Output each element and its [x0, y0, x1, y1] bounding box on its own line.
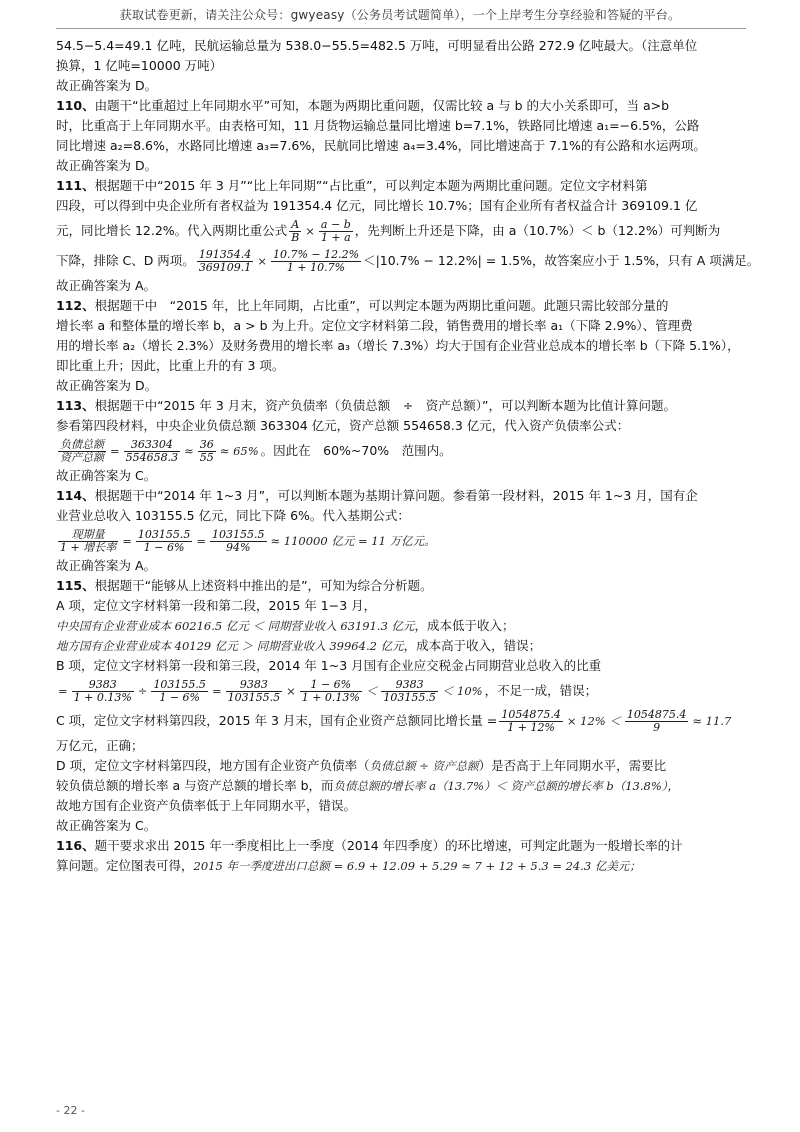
answer-explanations	[56, 36, 760, 876]
text-line: 根据题干中“2015 年 3 月”“比上年同期”“占比重”，可以判定本题为两期比重问题。定位文字材料第	[94, 178, 648, 193]
text-line: 万亿元，正确；	[56, 738, 144, 753]
inline-formula: 负债总额 ÷ 资产总额	[369, 759, 479, 773]
text-line: 根据题干中 “2015 年，比上年同期，占比重”，可以判定本题为两期比重问题。此题只需比较部分量的	[94, 298, 669, 313]
denominator: 1 + 0.13%	[301, 690, 360, 704]
question-116	[56, 836, 746, 856]
text-line: 同比增速 a₂=8.6%，水路同比增速 a₃=7.6%，民航同比增速 a₄=3.4%，同比增速高于 7.1%的有公路和水运两项。	[56, 138, 706, 153]
text-line: 换算，1 亿吨=10000 万吨）	[56, 58, 223, 73]
text-line: 由题干“比重超过上年同期水平”可知，本题为两期比重问题，仅需比较 a 与 b 的大小关系即可，当 a>b	[94, 98, 670, 113]
operator: ×	[257, 254, 267, 268]
fraction	[198, 439, 216, 464]
question-number: 113、	[56, 398, 95, 413]
operator: ＜	[365, 684, 378, 698]
text-line: 根据题干中“2015 年 3 月末，资产负债率（负债总额 ÷ 资产总额）”，可以判断本题为比值计算问题。	[94, 398, 676, 413]
fraction	[210, 529, 267, 554]
operator: × 12% ＜	[566, 714, 621, 728]
question-113	[56, 396, 746, 416]
denominator: 资产总额	[60, 450, 104, 464]
fraction	[625, 709, 689, 734]
fraction	[289, 219, 301, 244]
fraction	[72, 679, 134, 704]
text-fragment: ，先判断上升还是下降，由 a（10.7%）＜ b（12.2%）可判断为	[354, 223, 721, 238]
header-divider	[56, 28, 746, 29]
question-110	[56, 96, 746, 116]
formula-result: ≈ 110000 亿元 = 11 万亿元。	[270, 534, 436, 548]
operator: ×	[286, 684, 296, 698]
text-fragment: 算问题。定位图表可得，	[56, 858, 194, 873]
operator: ×	[305, 224, 315, 238]
formula-line	[56, 616, 746, 636]
text-line: A 项，定位文字材料第一段和第二段，2015 年 1−3 月，	[56, 598, 377, 613]
question-111	[56, 176, 746, 196]
text-line: 题干要求求出 2015 年一季度相比上一季度（2014 年四季度）的环比增速，可判定此题为一般增长率的计	[94, 838, 683, 853]
formula-line	[56, 676, 746, 706]
text-fragment: D 项，定位文字材料第四段，地方国有企业资产负债率（	[56, 758, 370, 773]
formula-line	[56, 706, 746, 736]
numerator: 负债总额	[60, 437, 104, 451]
question-number: 115、	[56, 578, 95, 593]
operator: =	[110, 444, 120, 458]
text-fragment: ，不足一成，错误；	[484, 683, 598, 698]
text-fragment: ，成本高于收入，错误；	[403, 638, 542, 653]
text-line: 54.5−5.4=49.1 亿吨，民航运输总量为 538.0−55.5=482.5 万吨，可明显看出公路 272.9 亿吨最大。（注意单位	[56, 38, 698, 53]
answer-line: 故正确答案为 C。	[56, 818, 157, 833]
text-fragment: C 项，定位文字材料第四段，2015 年 3 月末，国有企业资产总额同比增长量 =	[56, 713, 498, 728]
fraction	[381, 679, 438, 704]
numerator: 103155.5	[137, 527, 191, 541]
inline-formula: 2015 年一季度进出口总额 = 6.9 + 12.09 + 5.29 ≈ 7 + 12 + 5.3 = 24.3 亿美元；	[193, 859, 641, 873]
denominator: 1 + 0.13%	[73, 690, 132, 704]
fraction	[197, 249, 254, 274]
text-fragment: ＜|10.7% − 12.2%| = 1.5%，故答案应小于 1.5%，只有 A 项满足。	[363, 253, 760, 268]
text-line: 参看第四段材料，中央企业负债总额 363304 亿元，资产总额 554658.3 亿元，代入资产负债率公式：	[56, 418, 630, 433]
question-112	[56, 296, 746, 316]
denominator: 103155.5	[383, 690, 436, 704]
operator: ÷	[137, 684, 148, 698]
answer-line: 故正确答案为 D。	[56, 158, 158, 173]
numerator: 36	[199, 437, 214, 451]
text-fragment: ）是否高于上年同期水平，需要比	[478, 758, 667, 773]
text-line: 用的增长率 a₂（增长 2.3%）及财务费用的增长率 a₃（增长 7.3%）均大于国有企业营业总成本的增长率 b（下降 5.1%），	[56, 338, 740, 353]
answer-line: 故正确答案为 A。	[56, 558, 157, 573]
text-fragment: ，成本低于收入；	[414, 618, 515, 633]
numerator: 103155.5	[153, 677, 206, 691]
question-number: 112、	[56, 298, 95, 313]
numerator: 1054875.4	[626, 707, 687, 721]
operator: ≈	[184, 444, 194, 458]
text-fragment: 元，同比增长 12.2%。代入两期比重公式	[56, 223, 288, 238]
denominator: 1 + 12%	[507, 720, 555, 734]
formula-line	[56, 856, 746, 876]
text-fragment: 。因此在 60%~70% 范围内。	[260, 443, 452, 458]
numerator: a − b	[320, 217, 351, 231]
answer-line: 故正确答案为 A。	[56, 278, 157, 293]
denominator: 1 + 增长率	[60, 540, 117, 554]
page-header: 获取试卷更新，请关注公众号：gwyeasy（公务员考试题简单），一个上岸考生分享经验和答疑的平台。	[119, 8, 681, 22]
fraction	[226, 679, 283, 704]
fraction	[136, 529, 193, 554]
fraction	[319, 219, 353, 244]
numerator: 10.7% − 12.2%	[272, 247, 360, 261]
formula-line	[56, 526, 746, 556]
numerator: 191354.4	[198, 247, 252, 261]
fraction	[58, 529, 118, 554]
text-line: 增长率 a 和整体量的增长率 b，a > b 为上升。定位文字材料第二段，销售费用的增长率 a₁（下降 2.9%）、管理费	[56, 318, 693, 333]
denominator: 9	[653, 720, 661, 734]
numerator: 103155.5	[212, 527, 265, 541]
formula-line	[56, 776, 746, 796]
denominator: 1 − 6%	[159, 690, 201, 704]
operator: ≈ 65%	[219, 444, 259, 458]
formula-line	[56, 216, 746, 246]
operator: ≈ 11.7	[692, 714, 732, 728]
question-number: 116、	[56, 838, 95, 853]
text-line: 即比重上升；因此，比重上升的有 3 项。	[56, 358, 285, 373]
denominator: 1 + 10.7%	[286, 260, 346, 274]
text-line: 四段，可以得到中央企业所有者权益为 191354.4 亿元，同比增长 10.7%；国有企业所有者权益合计 369109.1 亿	[56, 198, 698, 213]
page-number: - 22 -	[56, 1104, 85, 1117]
operator: =	[211, 684, 222, 698]
formula-line	[56, 246, 760, 276]
text-line: B 项，定位文字材料第一段和第三段，2014 年 1~3 月国有企业应交税金占同期营业总收入的比重	[56, 658, 602, 673]
numerator: 9383	[381, 679, 438, 692]
formula-line	[56, 756, 746, 776]
fraction	[124, 439, 181, 464]
question-number: 110、	[56, 98, 95, 113]
operator: =	[196, 534, 206, 548]
text-line: 业营业总收入 103155.5 亿元，同比下降 6%。代入基期公式：	[56, 508, 410, 523]
inline-formula: 负债总额的增长率 a（13.7%）＜ 资产总额的增长率 b（13.8%），	[333, 779, 680, 793]
text-line: 根据题干“能够从上述资料中推出的是”，可知为综合分析题。	[94, 578, 433, 593]
fraction	[58, 439, 106, 464]
text-line: 根据题干中“2014 年 1~3 月”，可以判断本题为基期计算问题。参看第一段材料，2015 年 1~3 月，国有企	[94, 488, 698, 503]
operator: =	[58, 684, 68, 698]
denominator: 1 + a	[320, 230, 351, 244]
text-fragment: 下降，排除 C、D 两项。	[56, 253, 195, 268]
numerator: 9383	[226, 679, 283, 692]
question-115	[56, 576, 746, 596]
denominator: 94%	[226, 540, 251, 554]
question-number: 114、	[56, 488, 95, 503]
numerator: 363304	[124, 439, 181, 452]
denominator: 554658.3	[125, 450, 179, 464]
text-line: 时，比重高于上年同期水平。由表格可知，11 月货物运输总量同比增速 b=7.1%，铁路同比增速 a₁=−6.5%，公路	[56, 118, 700, 133]
text-line: 故地方国有企业资产负债率低于上年同期水平，错误。	[56, 798, 357, 813]
denominator: 369109.1	[198, 260, 252, 274]
formula-line	[56, 636, 746, 656]
fraction	[151, 679, 208, 704]
denominator: 1 − 6%	[143, 540, 185, 554]
formula-line	[56, 436, 746, 466]
inline-formula: 地方国有企业营业成本 40129 亿元 ＞ 同期营业收入 39964.2 亿元	[56, 639, 404, 653]
denominator: 55	[199, 450, 214, 464]
denominator: 103155.5	[227, 690, 281, 704]
numerator: 9383	[72, 679, 134, 692]
question-114	[56, 486, 746, 506]
fraction	[300, 679, 362, 704]
answer-line: 故正确答案为 C。	[56, 468, 157, 483]
numerator: 1054875.4	[501, 707, 561, 721]
numerator: 1 − 6%	[300, 679, 362, 692]
operator: ＜ 10%	[441, 684, 483, 698]
fraction	[271, 249, 361, 274]
text-fragment: 较负债总额的增长率 a 与资产总额的增长率 b，而	[56, 778, 334, 793]
answer-line: 故正确答案为 D。	[56, 378, 158, 393]
inline-formula: 中央国有企业营业成本 60216.5 亿元 ＜ 同期营业收入 63191.3 亿元	[56, 619, 415, 633]
operator: =	[122, 534, 132, 548]
fraction	[499, 709, 563, 734]
question-number: 111、	[56, 178, 95, 193]
answer-line: 故正确答案为 D。	[56, 78, 158, 93]
numerator: A	[289, 219, 301, 232]
numerator: 现期量	[58, 529, 118, 542]
denominator: B	[291, 230, 300, 244]
